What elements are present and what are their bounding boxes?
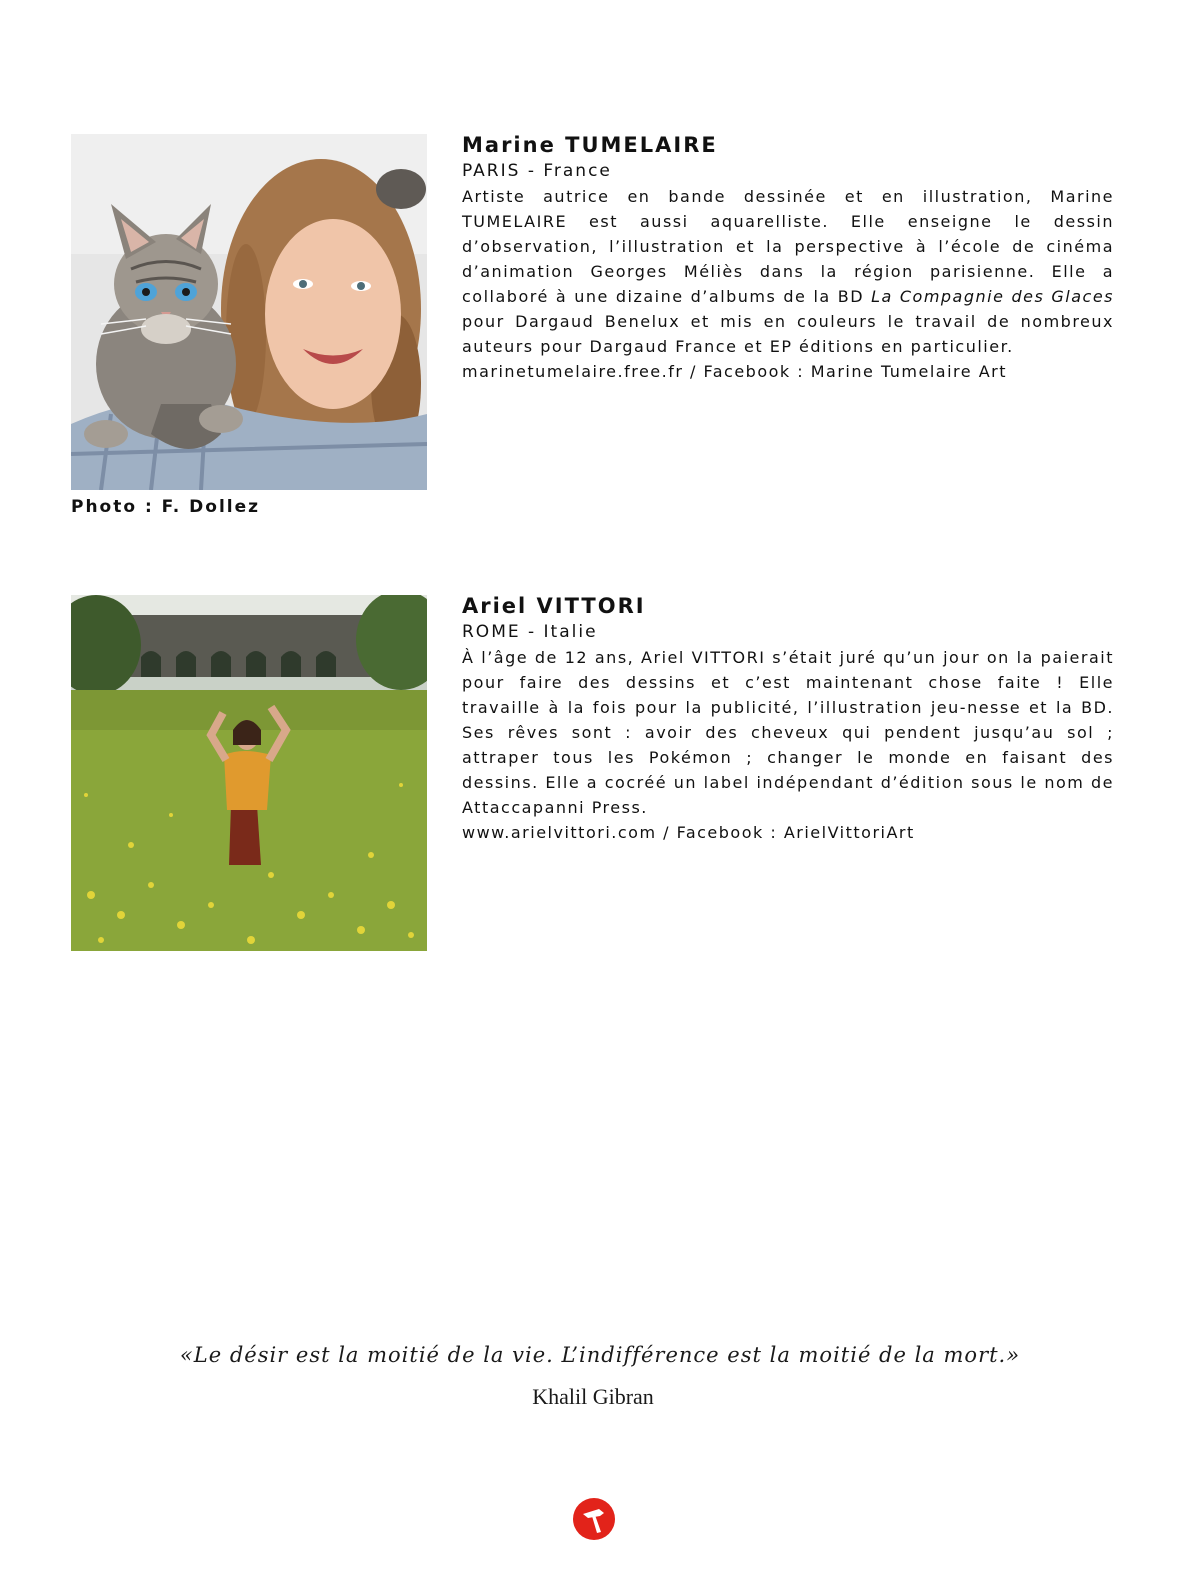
artist-name: Ariel VITTORI: [462, 594, 646, 618]
artist-name: Marine TUMELAIRE: [462, 133, 718, 157]
artist-location: ROME - Italie: [462, 622, 598, 642]
artist-links: www.arielvittori.com / Facebook : ArielVittoriArt: [462, 823, 915, 842]
quote-text: «Le désir est la moitié de la vie. L’indifférence est la moitié de la mort.»: [179, 1343, 1021, 1367]
artist-location: PARIS - France: [462, 161, 612, 181]
artist-links: marinetumelaire.free.fr / Facebook : Marine Tumelaire Art: [462, 362, 1008, 381]
quote-author: Khalil Gibran: [532, 1384, 654, 1409]
ariel-field-photo: [71, 595, 427, 951]
ariel-bio: [462, 592, 1114, 845]
book-title: La Compagnie des Glaces: [871, 287, 1115, 306]
description-text: pour Dargaud Benelux et mis en couleurs le travail de nombreux auteurs pour Dargaud France et EP éditions en particulier.: [462, 312, 1114, 356]
marine-portrait-photo: [71, 134, 427, 490]
photo-credit: Photo : F. Dollez: [71, 497, 261, 517]
hammer-logo-icon: [572, 1497, 616, 1541]
artist-description: [462, 184, 1114, 359]
description-text: Artiste autrice en bande dessinée et en illustration, Marine TUMELAIRE est aussi aquarelliste. Elle enseigne le dessin d’observation, l’illustration et la perspective à l’école de cinéma d’animation Georges Méliès dans la région parisienne. Elle a collaboré à une dizaine d’albums de la BD: [462, 187, 1114, 306]
artist-description: À l’âge de 12 ans, Ariel VITTORI s’était juré qu’un jour on la paierait pour faire des dessins et c’est maintenant chose faite ! Elle travaille à la fois pour la publicité, l’illustration jeu-nesse et la BD. Ses rêves sont : avoir des cheveux qui pendent jusqu’au sol ; attraper tous les Pokémon ; changer le monde en faisant des dessins. Elle a cocréé un label indépendant d’édition sous le nom de Attaccapanni Press.: [462, 648, 1114, 817]
marine-bio: [462, 131, 1114, 384]
